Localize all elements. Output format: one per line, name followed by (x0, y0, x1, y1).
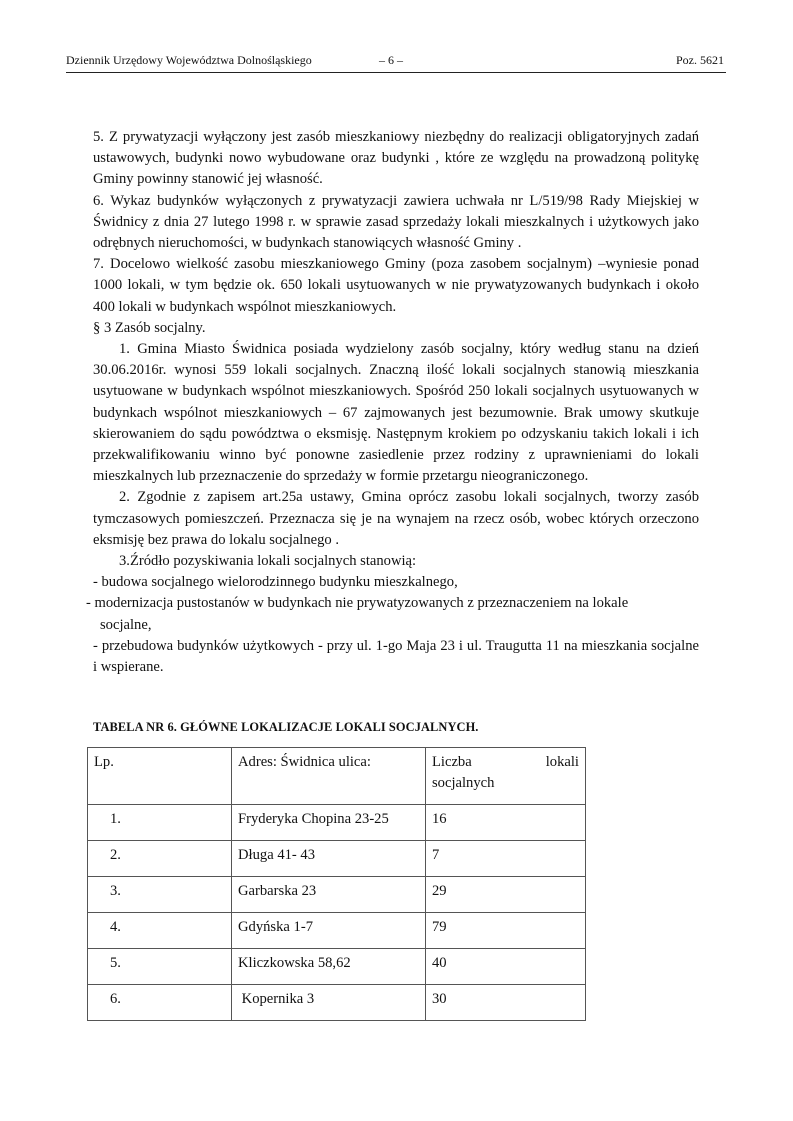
cell-lp: 6. (88, 985, 232, 1021)
cell-count: 30 (426, 985, 586, 1021)
header-count-word1: Liczba (432, 754, 472, 770)
social-paragraph-3: 3.Źródło pozyskiwania lokali socjalnych stanowią: (119, 553, 417, 570)
bullet-item-2-continued: socjalne, (100, 616, 152, 633)
cell-address: Gdyńska 1-7 (232, 913, 426, 949)
social-paragraph-2: 2. Zgodnie z zapisem art.25a ustawy, Gmina oprócz zasobu lokali socjalnych, tworzy zasób tymczasowych pomieszczeń. Przeznacza się je na wynajem na rzecz osób, wobec których orzeczono eksmisję bez prawa do lokalu socjalnego . (93, 489, 699, 548)
cell-address: Garbarska 23 (232, 877, 426, 913)
cell-count: 7 (426, 841, 586, 877)
cell-lp: 5. (88, 949, 232, 985)
header-address: Adres: Świdnica ulica: (232, 748, 426, 805)
social-housing-table (87, 747, 586, 1021)
document-body (86, 127, 699, 678)
journal-title: Dziennik Urzędowy Województwa Dolnośląskiego (66, 53, 312, 67)
bullet-item-2: - modernizacja pustostanów w budynkach nie prywatyzowanych z przeznaczeniem na lokale (86, 595, 629, 612)
position-number: Poz. 5621 (676, 53, 724, 67)
header-count-word3: socjalnych (432, 775, 495, 791)
paragraph-5: 5. Z prywatyzacji wyłączony jest zasób mieszkaniowy niezbędny do realizacji obligatoryjnych zadań ustawowych, budynki nowo wybudowane oraz budynki , które ze względu na prowadzoną politykę Gminy powinny stanowić jej własność. (93, 129, 699, 188)
cell-count: 79 (426, 913, 586, 949)
cell-address: Fryderyka Chopina 23-25 (232, 805, 426, 841)
cell-count: 40 (426, 949, 586, 985)
section-3-heading: § 3 Zasób socjalny. (93, 319, 206, 336)
cell-lp: 1. (88, 805, 232, 841)
header-count (426, 748, 586, 805)
cell-lp: 3. (88, 877, 232, 913)
table-row (88, 841, 586, 877)
header-divider (66, 72, 726, 73)
bullet-item-1: - budowa socjalnego wielorodzinnego budynku mieszkalnego, (93, 574, 458, 591)
table-header-row (88, 748, 586, 805)
table-row (88, 985, 586, 1021)
paragraph-7: 7. Docelowo wielkość zasobu mieszkaniowego Gminy (poza zasobem socjalnym) –wyniesie ponad 1000 lokali, w tym będzie ok. 650 lokali usytuowanych w nie prywatyzowanych budynkach i około 400 lokali w budynkach wspólnot mieszkaniowych. (93, 256, 699, 315)
social-paragraph-1: 1. Gmina Miasto Świdnica posiada wydzielony zasób socjalny, który według stanu na dzień 30.06.2016r. wynosi 559 lokali socjalnych. Znaczną ilość lokali socjalnych stanowią mieszkania usytuowane w budynkach wspólnot mieszkaniowych. Spośród 250 lokali socjalnych usytuowanych w budynkach wspólnot mieszkaniowych – 67 zajmowanych jest bezumownie. Brak umowy skutkuje skierowaniem do sądu powództwa o eksmisję. Następnym krokiem po odzyskaniu takich lokali i ich przekwalifikowaniu winno być ponowne zasiedlenie przez rodziny z uprawnieniami do lokali mieszkalnych lub przeznaczenie do sprzedaży w formie przetargu nieograniczonego. (93, 341, 699, 485)
header-lp: Lp. (88, 748, 232, 805)
header-count-word2: lokali (545, 754, 579, 770)
cell-count: 16 (426, 805, 586, 841)
cell-address: Kliczkowska 58,62 (232, 949, 426, 985)
table-row (88, 949, 586, 985)
table-row (88, 913, 586, 949)
table-row (88, 805, 586, 841)
cell-address: Kopernika 3 (232, 985, 426, 1021)
cell-address: Długa 41- 43 (232, 841, 426, 877)
cell-lp: 2. (88, 841, 232, 877)
page-number: – 6 – (379, 53, 403, 67)
bullet-item-3: - przebudowa budynków użytkowych - przy ul. 1-go Maja 23 i ul. Traugutta 11 na mieszkania socjalne i wspierane. (93, 637, 699, 676)
paragraph-6: 6. Wykaz budynków wyłączonych z prywatyzacji zawiera uchwała nr L/519/98 Rady Miejskiej w Świdnicy z dnia 27 lutego 1998 r. w sprawie zasad sprzedaży lokali mieszkalnych i użytkowych jako odrębnych nieruchomości, w budynkach stanowiących własność Gminy . (93, 192, 699, 252)
cell-lp: 4. (88, 913, 232, 949)
table-row (88, 877, 586, 913)
cell-count: 29 (426, 877, 586, 913)
page-header (66, 52, 726, 72)
table-title: TABELA NR 6. GŁÓWNE LOKALIZACJE LOKALI SOCJALNYCH. (93, 720, 479, 734)
